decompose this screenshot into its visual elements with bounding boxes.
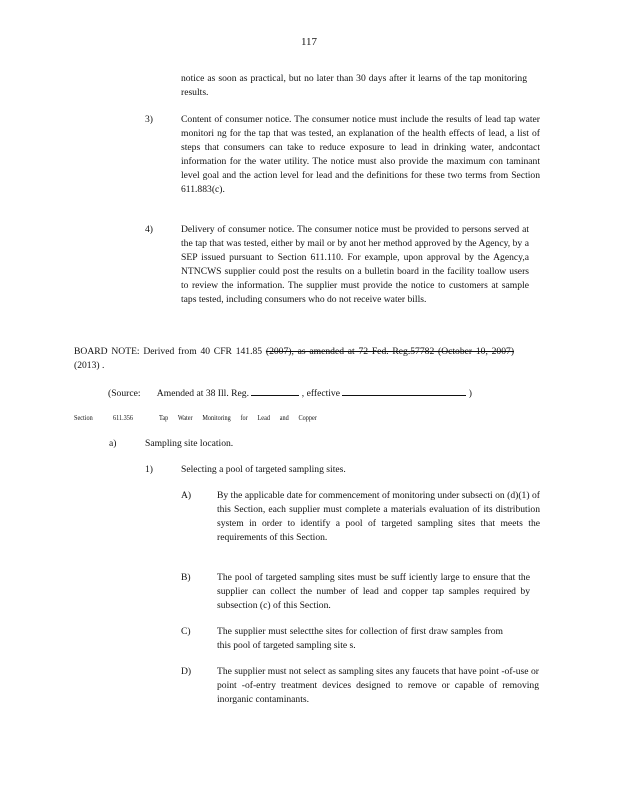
item-4-text: Delivery of consumer notice. The consumer notice must be provided to persons served at the tap that was tested, either by mail or by anot her method approved by the Agency, by a SEP issued pursuant to Section 611.110. For example, upon approval by the Agency,a NTNCWS supplier could post the results on a bulletin board in the facility toallow users to review the information. The supplier must provide the notice to customers at sample taps tested, including consumers who do not receive water bills. [181, 224, 529, 305]
section-label: Section [74, 413, 93, 422]
subsection-1-text: Selecting a pool of targeted sampling sites. [181, 464, 346, 475]
section-number: 611.356 [113, 413, 134, 422]
source-prefix: (Source: [108, 388, 141, 399]
source-note [108, 385, 518, 401]
subsection-D-text: The supplier must not select as sampling sites any faucets that have point -of-use or point -of-entry treatment devices designed to remove or capable of removing inorganic contaminants. [217, 666, 539, 705]
subsection-D-label: D) [181, 666, 192, 677]
section-title: Tap Water Monitoring for Lead and Copper [159, 413, 317, 422]
subsection-C-label: C) [181, 626, 191, 637]
subsection-B-text: The pool of targeted sampling sites must be suff iciently large to ensure that the supplier can collect the number of lead and copper tap samples required by subsection (c) of this Section. [217, 572, 530, 611]
subsection-A-label: A) [181, 490, 192, 501]
item-4-label: 4) [145, 224, 153, 235]
board-note-suffix: (2013) . [74, 359, 105, 371]
board-note [74, 345, 514, 373]
subsection-C-text: The supplier must selectthe sites for collection of first draw samples from this pool of targeted sampling site s. [217, 626, 503, 651]
source-close: ) [468, 388, 472, 399]
source-register-blank [251, 385, 299, 396]
item-3-label: 3) [145, 114, 153, 125]
subsection-A-text: By the applicable date for commencement of monitoring under subsecti on (d)(1) of this Section, each supplier must complete a materials evaluation of its distribution system in order to identify a pool of targeted sampling sites that meets the requirements of this Section. [217, 490, 540, 543]
board-note-prefix: BOARD NOTE: Derived from 40 CFR 141.85 [74, 346, 263, 357]
source-amended: Amended at 38 Ill. Reg. [156, 388, 249, 399]
page-number: 117 [300, 36, 318, 48]
subsection-a-label: a) [109, 438, 117, 449]
subsection-1-label: 1) [145, 464, 153, 475]
item-3-text: Content of consumer notice. The consumer notice must include the results of lead tap water monitori ng for the tap that was tested, an explanation of the health effects of lead, a list of steps that consumers can take to reduce exposure to lead in drinking water, andcontact information for the water utility. The notice must also provide the maximum con taminant level goal and the action level for lead and the definitions for these two terms from Section 611.883(c). [181, 114, 540, 195]
board-note-struck-text: (2007), as amended at 72 Fed. Reg.57782 (October 10, 2007) [265, 346, 515, 357]
source-effective: , effective [301, 388, 340, 399]
subsection-a-text: Sampling site location. [145, 438, 234, 449]
source-effective-blank [342, 385, 466, 396]
subsection-B-label: B) [181, 572, 191, 583]
continued-paragraph: notice as soon as practical, but no later than 30 days after it learns of the tap monitoring results. [181, 73, 527, 98]
